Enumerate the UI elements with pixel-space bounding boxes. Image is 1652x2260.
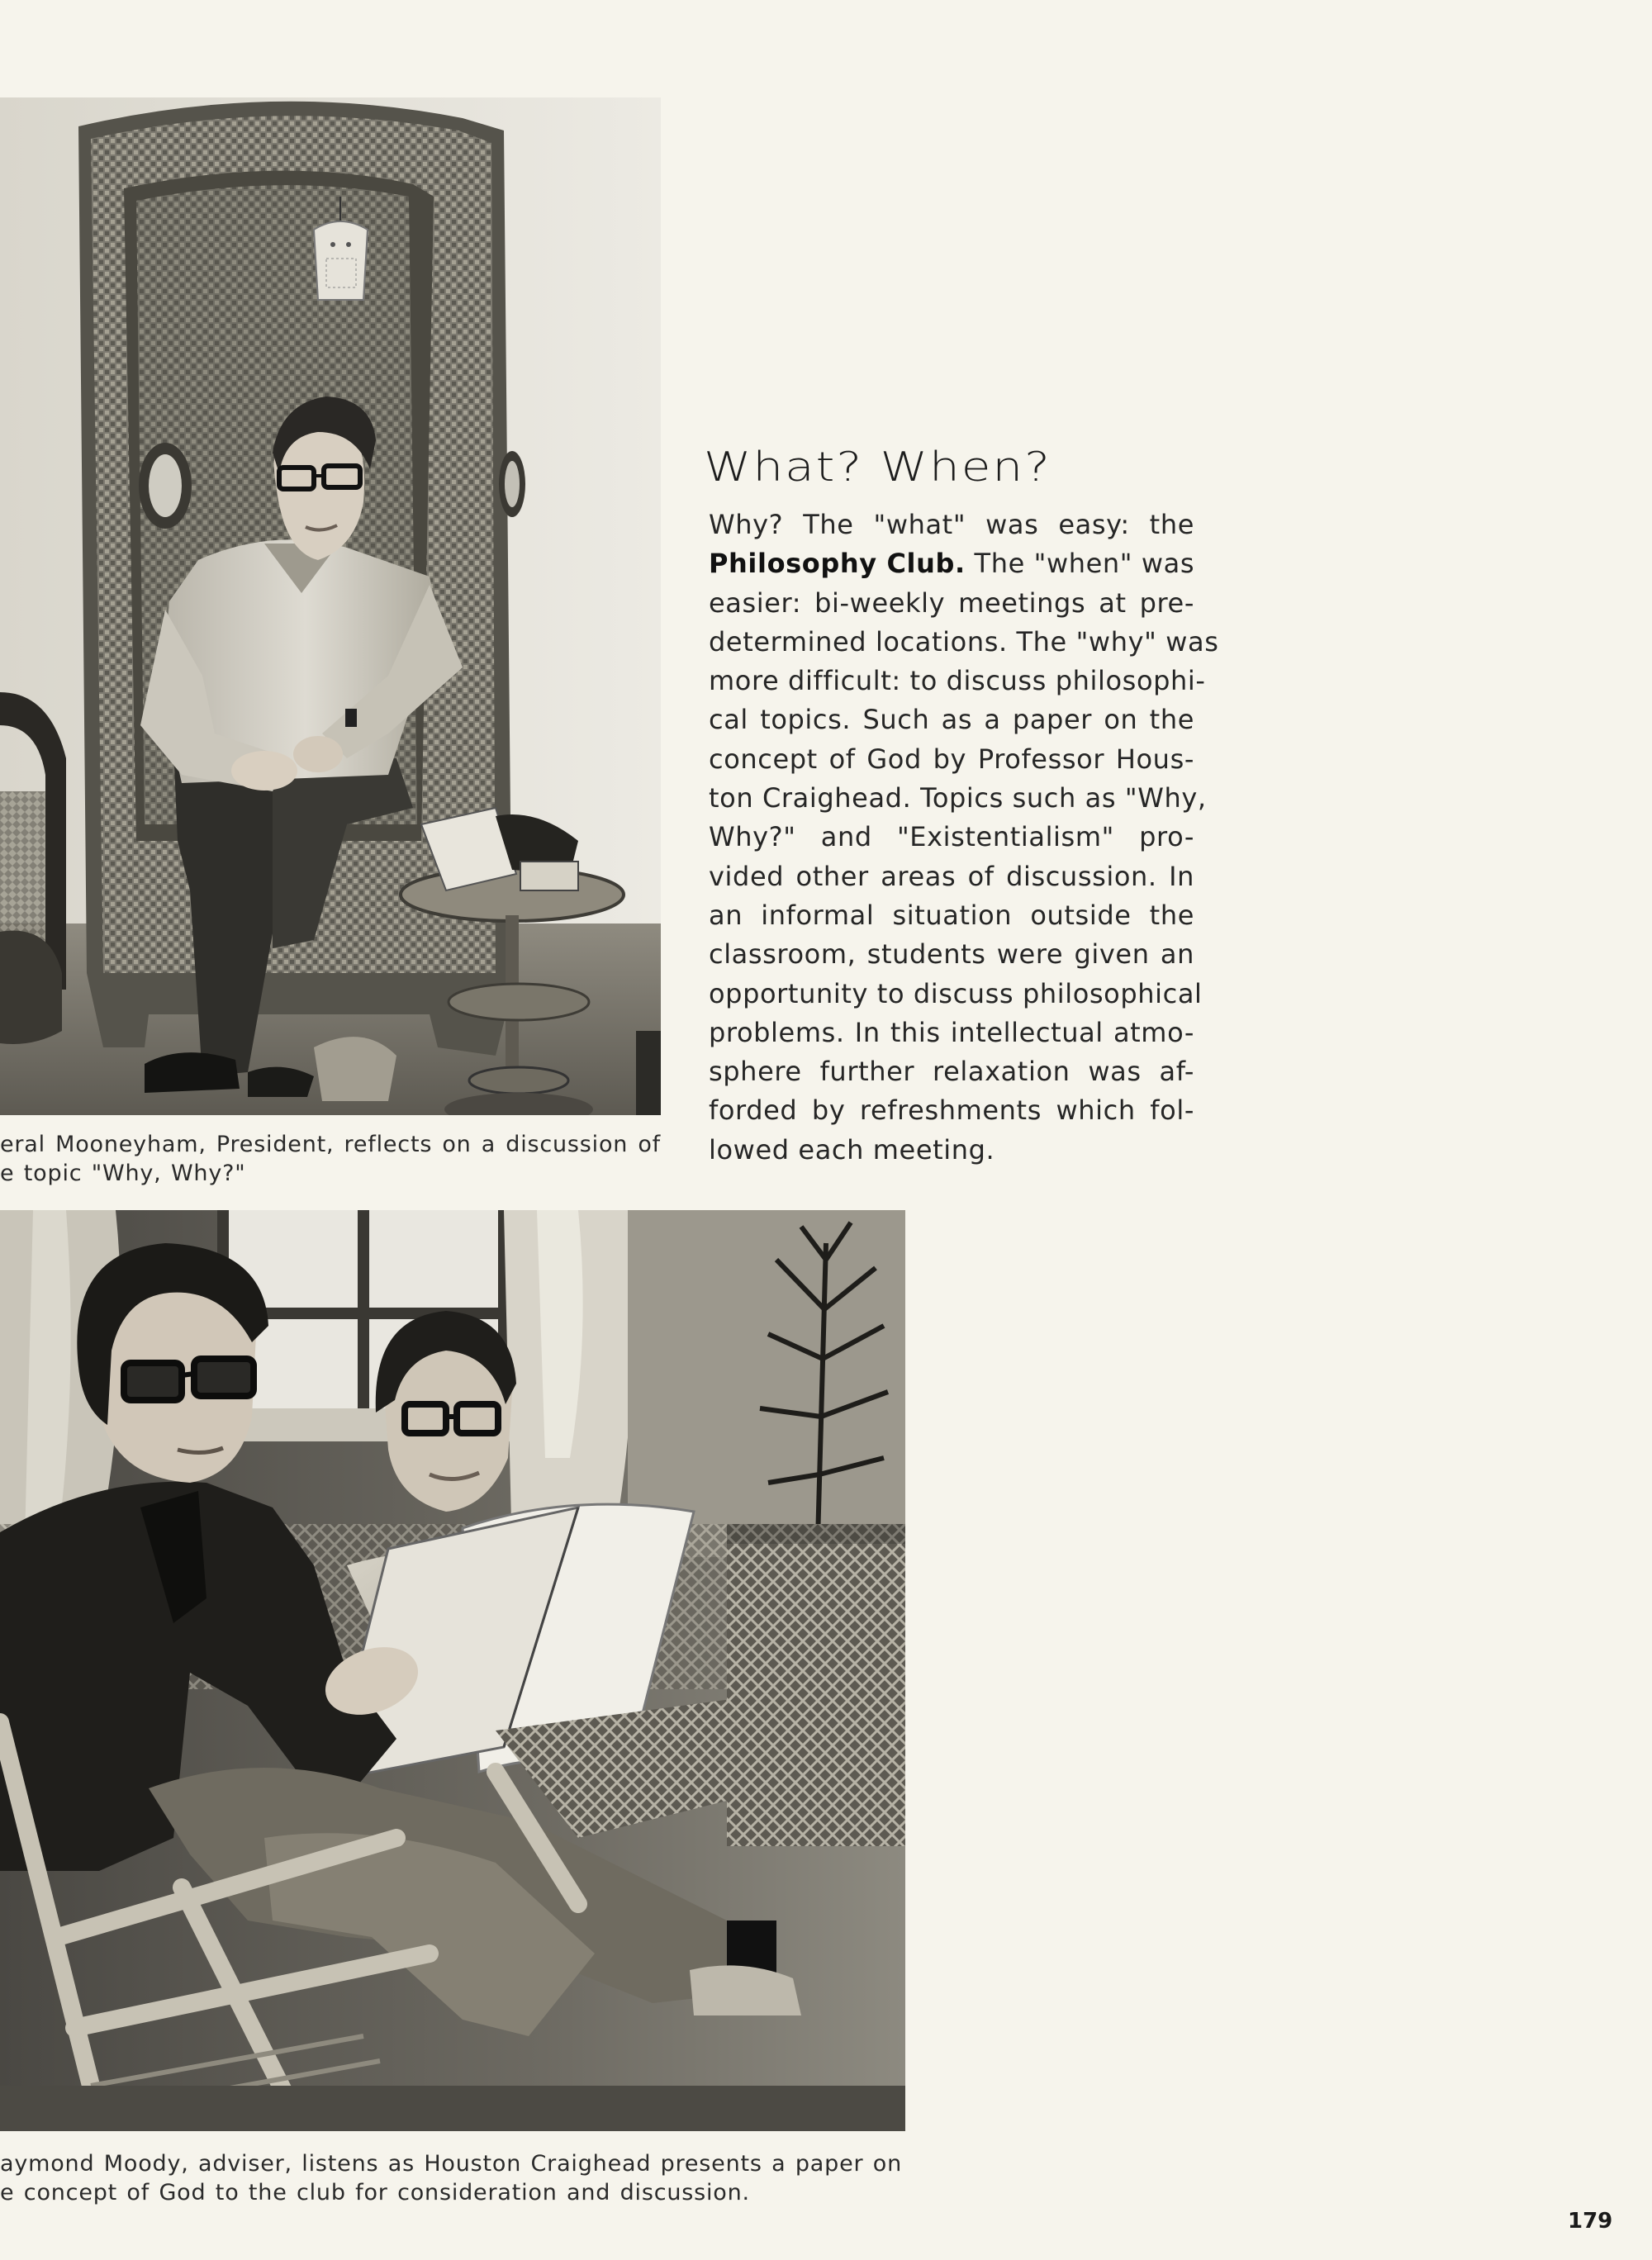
body-line: determined locations. The "why" was — [709, 625, 1219, 658]
caption-top-line-1: eral Mooneyham, President, reflects on a discussion of — [0, 1132, 661, 1157]
body-line: forded by refreshments which fol- — [709, 1094, 1194, 1127]
caption-bottom-line-2: e concept of God to the club for consideration and discussion. — [0, 2180, 750, 2205]
page-number: 179 — [1568, 2209, 1613, 2234]
body-line: more difficult: to discuss philosophi- — [709, 665, 1206, 697]
photo-adviser-presentation-graphic — [0, 1210, 905, 2131]
body-line: concept of God by Professor Hous- — [709, 743, 1194, 775]
body-line: sphere further relaxation was af- — [709, 1056, 1194, 1088]
body-line: Philosophy Club. The "when" was — [709, 548, 1195, 580]
body-line: Why?" and "Existentialism" pro- — [709, 821, 1194, 853]
body-line: opportunity to discuss philosophical — [709, 977, 1203, 1009]
body-line: lowed each meeting. — [709, 1133, 995, 1166]
article-body — [709, 506, 1219, 1170]
body-line: ton Craighead. Topics such as "Why, — [709, 782, 1207, 814]
photo-caption-top — [0, 1130, 661, 1188]
photo-wicker-chair-graphic — [0, 97, 661, 1115]
caption-bottom-line-1: aymond Moody, adviser, listens as Houston Craighead presents a paper on — [0, 2151, 903, 2177]
club-name: Philosophy Club. — [709, 548, 966, 580]
photo-caption-bottom — [0, 2149, 903, 2207]
body-line: an informal situation outside the — [709, 899, 1194, 931]
body-line: cal topics. Such as a paper on the — [709, 704, 1194, 736]
body-line: problems. In this intellectual atmo- — [709, 1016, 1194, 1048]
caption-top-line-2: e topic "Why, Why?" — [0, 1161, 246, 1186]
photo-wicker-chair-president — [0, 97, 661, 1115]
photo-adviser-presentation — [0, 1210, 905, 2131]
body-line: Why? The "what" was easy: the — [709, 509, 1194, 540]
body-line: vided other areas of discussion. In — [709, 860, 1194, 892]
article-heading: What? When? — [704, 443, 1051, 491]
body-line: classroom, students were given an — [709, 938, 1194, 971]
body-line: easier: bi-weekly meetings at pre- — [709, 586, 1194, 619]
